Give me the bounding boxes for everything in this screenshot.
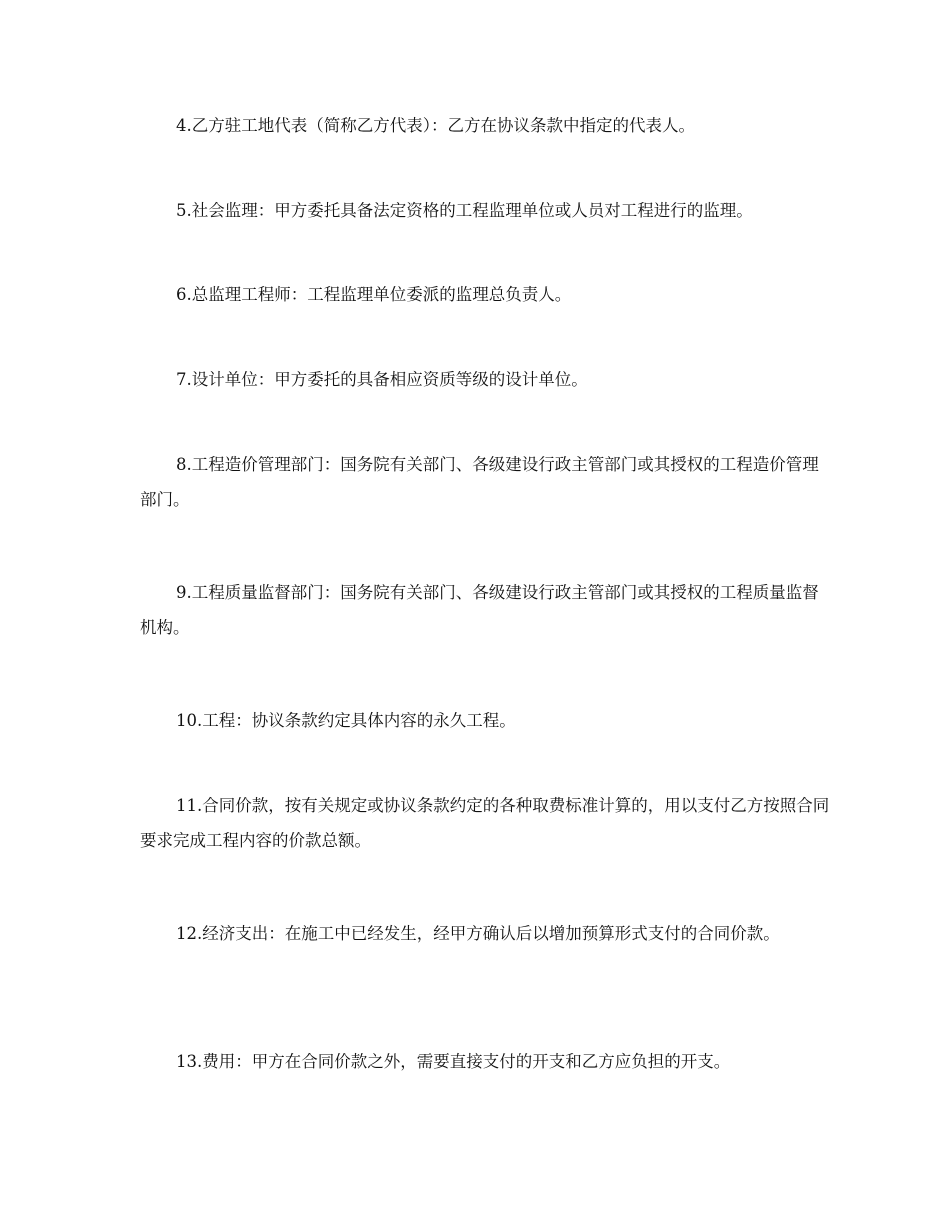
clause-7: 7.设计单位：甲方委托的具备相应资质等级的设计单位。 (176, 370, 588, 389)
clause-9: 9.工程质量监督部门：国务院有关部门、各级建设行政主管部门或其授权的工程质量监督机构。 (140, 583, 819, 637)
clause-12: 12.经济支出：在施工中已经发生，经甲方确认后以增加预算形式支付的合同价款。 (176, 924, 780, 943)
clause-4: 4.乙方驻工地代表（简称乙方代表）：乙方在协议条款中指定的代表人。 (176, 116, 695, 135)
clause-8: 8.工程造价管理部门：国务院有关部门、各级建设行政主管部门或其授权的工程造价管理部门。 (140, 455, 819, 509)
clause-13: 13.费用：甲方在合同价款之外，需要直接支付的开支和乙方应负担的开支。 (176, 1052, 731, 1071)
clause-6: 6.总监理工程师：工程监理单位委派的监理总负责人。 (176, 285, 572, 304)
clause-11: 11.合同价款，按有关规定或协议条款约定的各种取费标准计算的，用以支付乙方按照合同要求完成工程内容的价款总额。 (140, 796, 830, 850)
clause-5: 5.社会监理：甲方委托具备法定资格的工程监理单位或人员对工程进行的监理。 (176, 201, 753, 220)
clause-10: 10.工程：协议条款约定具体内容的永久工程。 (176, 711, 516, 730)
